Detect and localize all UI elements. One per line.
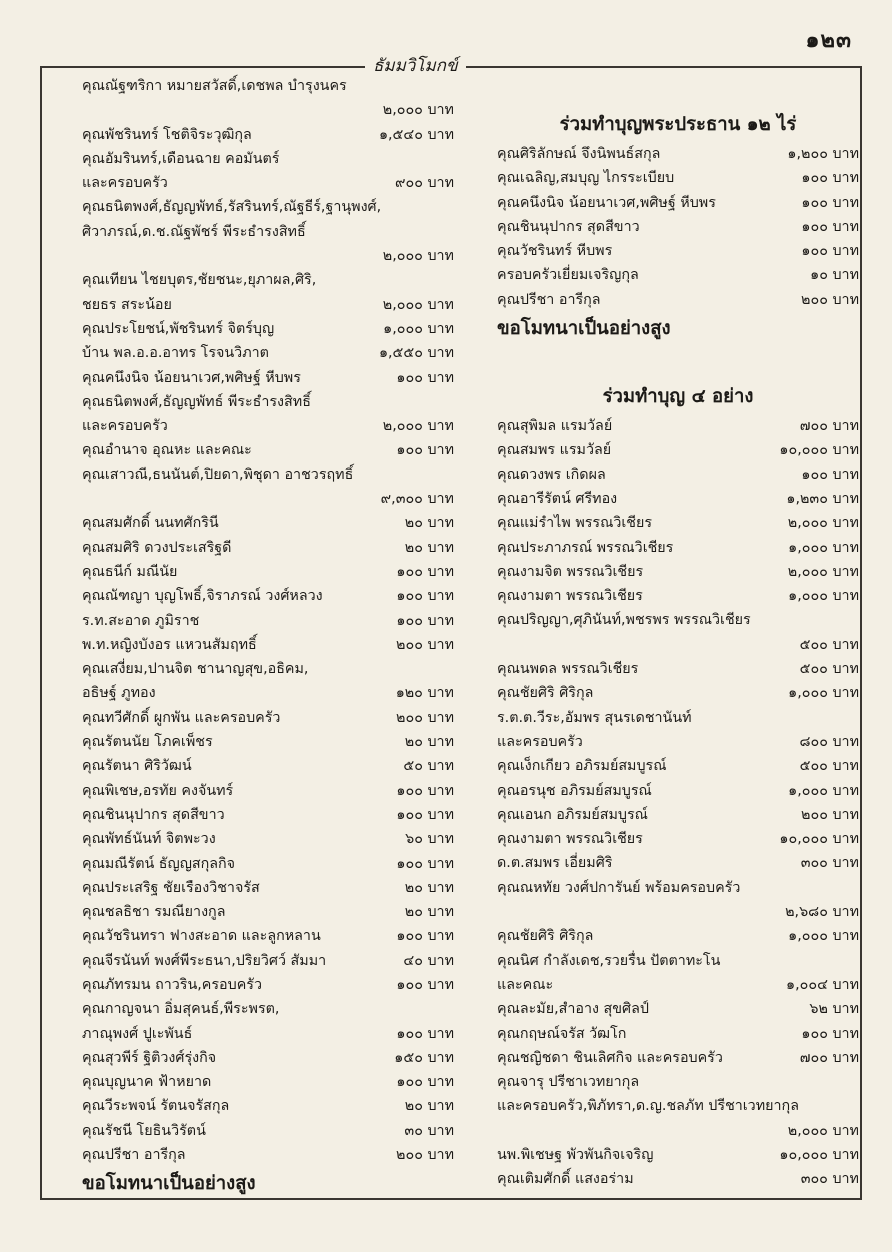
donor-row	[82, 341, 454, 365]
donor-row	[82, 98, 454, 122]
donation-amount: ๑,๐๐๔ บาท	[786, 976, 859, 993]
donor-row	[497, 779, 859, 803]
donor-name: คุณสุพิมล แรมวัลย์	[497, 418, 613, 435]
donor-row	[497, 973, 859, 997]
donor-name: คุณภัทรมน ถาวริน,ครอบครัว	[82, 976, 262, 993]
donor-row	[82, 244, 454, 268]
donor-row	[497, 511, 859, 535]
donor-row	[497, 414, 859, 438]
donor-row	[82, 171, 454, 195]
donor-row	[82, 609, 454, 633]
donation-amount: ๕๐๐ บาท	[799, 636, 859, 653]
donor-row	[497, 288, 859, 312]
donor-name: ด.ต.สมพร เอี่ยมศิริ	[497, 855, 613, 872]
donation-amount: ๔๐ บาท	[403, 952, 454, 969]
donation-amount: ๑๐๐ บาท	[396, 1074, 454, 1091]
donation-amount: ๒,๐๐๐ บาท	[787, 1122, 859, 1139]
donor-name: คุณทวีศักดิ์ ผูกพัน และครอบครัว	[82, 709, 281, 726]
donor-name: คุณเฉลิญ,สมบุญ ไกรระเบียบ	[497, 170, 675, 187]
donor-row	[497, 1119, 859, 1143]
page-number: ๑๒๓	[805, 28, 852, 53]
donor-name: คุณอำนาจ อุณหะ และคณะ	[82, 442, 252, 459]
donation-amount: ๕๐๐ บาท	[799, 661, 859, 678]
donor-name: คุณธนิตพงศ์,ธัญญพัทธ์,รัสรินทร์,ณัฐธีร์,ฐานุพงศ์,	[82, 199, 382, 216]
donor-row	[497, 536, 859, 560]
donor-row	[82, 924, 454, 948]
donor-name: คุณปรีชา อารีกุล	[497, 291, 601, 308]
donor-name: คุณรัตนนัย โภคเพ็ชร	[82, 734, 213, 751]
donor-row	[497, 706, 859, 730]
donor-name: คุณอรนุช อภิรมย์สมบูรณ์	[497, 782, 652, 799]
donation-amount: ๑,๐๐๐ บาท	[383, 320, 454, 337]
donor-name: คุณนพดล พรรณวิเชียร	[497, 661, 639, 678]
donor-row	[82, 123, 454, 147]
donor-row	[82, 317, 454, 341]
donation-amount: ๒๐ บาท	[404, 1098, 454, 1115]
donation-amount: ๙๐๐ บาท	[395, 175, 454, 192]
right-column	[497, 74, 859, 1192]
donation-amount: ๑๐๐ บาท	[801, 243, 859, 260]
donation-amount: ๑๐๐ บาท	[396, 369, 454, 386]
donor-row	[497, 142, 859, 166]
donor-name: คุณบุญนาค ฟ้าหยาด	[82, 1074, 212, 1091]
donor-name: คุณณหทัย วงศ์ปการันย์ พร้อมครอบครัว	[497, 879, 741, 896]
donor-name: คุณชัยศิริ ศิริกุล	[497, 685, 594, 702]
donor-row	[82, 390, 454, 414]
donation-amount: ๒๐๐ บาท	[396, 636, 454, 653]
donation-amount: ๑,๒๓๐ บาท	[786, 490, 859, 507]
donation-amount: ๖๐ บาท	[405, 831, 454, 848]
donor-row	[497, 754, 859, 778]
donation-amount: ๕๐๐ บาท	[799, 758, 859, 775]
donor-name: คุณเทียน ไชยบุตร,ชัยชนะ,ยุภาผล,ศิริ,	[82, 272, 317, 289]
donor-name: ครอบครัวเยี่ยมเจริญกุล	[497, 267, 639, 284]
donor-row	[497, 1167, 859, 1191]
donor-name: คุณเอนก อภิรมย์สมบูรณ์	[497, 806, 648, 823]
donor-name: คุณเสาวณี,ธนนันต์,ปิยดา,พิชุดา อาชวรฤทธิ์	[82, 466, 354, 483]
donor-row	[82, 1022, 454, 1046]
donation-amount: ๗๐๐ บาท	[799, 1049, 859, 1066]
donation-amount: ๒๐ บาท	[404, 879, 454, 896]
donor-row	[82, 633, 454, 657]
donor-row	[82, 754, 454, 778]
donor-row	[82, 1143, 454, 1167]
donor-row	[82, 414, 454, 438]
donor-row	[497, 263, 859, 287]
donation-amount: ๒,๐๐๐ บาท	[787, 563, 859, 580]
donor-name: คุณปรีชา อารีกุล	[82, 1147, 186, 1164]
donation-amount: ๑,๐๐๐ บาท	[788, 588, 859, 605]
donor-name: คุณงามตา พรรณวิเชียร	[497, 588, 643, 605]
donation-amount: ๑๐๐ บาท	[396, 782, 454, 799]
donation-amount: ๒,๖๘๐ บาท	[785, 904, 859, 921]
donor-name: คุณปริญญา,ศุภินันท์,พชรพร พรรณวิเชียร	[497, 612, 751, 629]
donor-row	[82, 511, 454, 535]
donor-name: คุณเสงี่ยม,ปานจิต ชานาญสุข,อธิคม,	[82, 661, 309, 678]
donation-amount: ๑๐๐ บาท	[801, 466, 859, 483]
donor-name: และครอบครัว	[82, 175, 168, 192]
donor-name: ร.ต.ต.วีระ,อัมพร สุนรเดชานันท์	[497, 709, 692, 726]
donation-amount: ๑,๕๕๐ บาท	[378, 345, 454, 362]
donor-row	[497, 949, 859, 973]
donation-amount: ๒,๐๐๐ บาท	[382, 102, 454, 119]
donor-row	[82, 1046, 454, 1070]
donation-amount: ๙,๓๐๐ บาท	[380, 491, 454, 508]
donation-amount: ๒๐๐ บาท	[396, 709, 454, 726]
running-header: ธัมมวิโมกข์	[365, 52, 466, 79]
donor-name: คุณละมัย,สำอาง สุขศิลป์	[497, 1001, 649, 1018]
donation-amount: ๒,๐๐๐ บาท	[787, 515, 859, 532]
donor-name: พ.ท.หญิงบังอร แหวนสัมฤทธิ์	[82, 636, 257, 653]
donor-row	[497, 166, 859, 190]
left-column	[82, 74, 454, 1201]
donor-row	[82, 560, 454, 584]
donor-row	[497, 560, 859, 584]
donor-row	[497, 900, 859, 924]
donor-row	[497, 997, 859, 1021]
donor-name: คุณกาญจนา อิ่มสุคนธ์,พีระพรต,	[82, 1001, 280, 1018]
donation-amount: ๑๐,๐๐๐ บาท	[779, 1146, 859, 1163]
donor-name: คุณธนิตพงศ์,ธัญญพัทธ์ พีระธำรงสิทธิ์	[82, 393, 311, 410]
donor-row	[82, 1094, 454, 1118]
donor-name: ศิวาภรณ์,ด.ช.ณัฐพัชร์ พีระธำรงสิทธิ์	[82, 223, 306, 240]
donation-amount: ๑,๒๐๐ บาท	[787, 146, 859, 162]
donor-row	[497, 239, 859, 263]
donor-name: คุณสมศิริ ดวงประเสริฐดี	[82, 539, 232, 556]
donation-amount: ๘๐๐ บาท	[799, 733, 859, 750]
donor-row	[497, 438, 859, 462]
donation-amount: ๑๐,๐๐๐ บาท	[779, 831, 859, 848]
donation-amount: ๑๐๐ บาท	[396, 442, 454, 459]
donor-row	[497, 633, 859, 657]
donor-name: คุณชญิชดา ชินเลิศกิจ และครอบครัว	[497, 1049, 723, 1066]
donation-amount: ๒๐ บาท	[404, 734, 454, 751]
donation-amount: ๗๐๐ บาท	[799, 418, 859, 435]
closing-thanks: ขอโมทนาเป็นอย่างสูง	[497, 318, 671, 340]
donor-row	[82, 852, 454, 876]
donor-name: คุณวัชรินทรา ฟางสะอาด และลูกหลาน	[82, 928, 321, 945]
donor-row	[82, 220, 454, 244]
donor-row	[82, 657, 454, 681]
donation-amount: ๒๐ บาท	[404, 904, 454, 921]
donation-amount: ๑๐๐ บาท	[396, 855, 454, 872]
donor-name: คุณจารุ ปรีชาเวทยากุล	[497, 1074, 640, 1091]
donor-row	[497, 851, 859, 875]
donor-name: คุณประภาภรณ์ พรรณวิเชียร	[497, 539, 674, 556]
donor-row	[497, 827, 859, 851]
donor-name: คุณจีรนันท์ พงศ์พีระธนา,ปริยวิศว์ สัมมา	[82, 952, 327, 969]
donor-row	[82, 366, 454, 390]
donor-name: คุณแม่รำไพ พรรณวิเชียร	[497, 515, 653, 532]
donor-row	[497, 1046, 859, 1070]
donor-row	[82, 536, 454, 560]
donor-row	[82, 973, 454, 997]
donor-name: คุณกฤษณ์จรัส วัฒโก	[497, 1025, 627, 1042]
donor-name: คุณอัมรินทร์,เดือนฉาย คอมันตร์	[82, 150, 280, 167]
closing-thanks: ขอโมทนาเป็นอย่างสูง	[82, 1173, 256, 1195]
donor-row	[82, 463, 454, 487]
donation-amount: ๒,๐๐๐ บาท	[382, 296, 454, 313]
donor-name: ชยธร สระน้อย	[82, 296, 172, 313]
donor-row	[497, 584, 859, 608]
donation-amount: ๒๐๐ บาท	[396, 1147, 454, 1164]
donation-amount: ๑๒๐ บาท	[395, 685, 454, 702]
donation-amount: ๓๐ บาท	[404, 1122, 454, 1139]
donor-row	[497, 730, 859, 754]
donor-name: คุณนิศ กำลังเดช,รวยรื่น ปัตตาทะโน	[497, 952, 721, 969]
donor-name: คุณรัตนา ศิริวัฒน์	[82, 758, 192, 775]
donation-amount: ๒๐ บาท	[404, 515, 454, 532]
donor-name: คุณมณีรัตน์ ธัญญสกุลกิจ	[82, 855, 236, 872]
donor-row	[497, 657, 859, 681]
donor-row	[82, 195, 454, 219]
donor-row	[497, 463, 859, 487]
donor-name: คุณชัยศิริ ศิริกุล	[497, 928, 594, 945]
donor-name: และครอบครัว	[82, 418, 168, 435]
donation-amount: ๑๐๐ บาท	[801, 194, 859, 211]
donor-name: คุณเง็กเกียว อภิรมย์สมบูรณ์	[497, 758, 667, 775]
donation-amount: ๑๐๐ บาท	[801, 170, 859, 187]
donor-name: คุณณัฑญา บุญโพธิ์,จิราภรณ์ วงศ์หลวง	[82, 588, 323, 605]
donor-name: คุณรัชนี โยธินวิรัตน์	[82, 1122, 206, 1139]
donation-amount: ๕๐ บาท	[403, 758, 454, 775]
donor-name: อธิษฐ์ ภูทอง	[82, 685, 156, 702]
donor-row	[497, 215, 859, 239]
donation-amount: ๑๐๐ บาท	[396, 563, 454, 580]
donor-name: คุณวัชรินทร์ หีบพร	[497, 243, 613, 260]
donor-row	[82, 1070, 454, 1094]
donation-amount: ๑,๐๐๐ บาท	[788, 928, 859, 945]
donor-name: คุณงามจิต พรรณวิเชียร	[497, 563, 644, 580]
donor-row	[497, 876, 859, 900]
donation-amount: ๖๒ บาท	[809, 1001, 859, 1018]
donor-name: คุณคนึงนิจ น้อยนาเวศ,พศิษฐ์ หีบพร	[497, 194, 716, 211]
donor-row	[497, 608, 859, 632]
donor-row	[82, 268, 454, 292]
donor-name: คุณสมพร แรมวัลย์	[497, 442, 612, 459]
donor-row	[82, 876, 454, 900]
donation-amount: ๑๐๐ บาท	[396, 806, 454, 823]
donor-name: คุณสุวพีร์ ฐิติวงศ์รุ่งกิจ	[82, 1049, 217, 1066]
donor-name: คุณธนีก์ มณีนัย	[82, 563, 178, 580]
donor-name: คุณณัฐฑริกา หมายสวัสดิ์,เดชพล บำรุงนคร	[82, 78, 347, 94]
donation-amount: ๑,๐๐๐ บาท	[788, 782, 859, 799]
donor-name: คุณประโยชน์,พัชรินทร์ จิตร์บุญ	[82, 320, 275, 337]
donor-name: คุณศิริลักษณ์ จึงนิพนธ์สกุล	[497, 146, 661, 162]
donor-row	[497, 1022, 859, 1046]
section-heading: ร่วมทำบุญ ๔ อย่าง	[602, 386, 754, 408]
donation-amount: ๑,๐๐๐ บาท	[788, 539, 859, 556]
donation-amount: ๓๐๐ บาท	[800, 855, 859, 872]
donor-name: คุณสมศักดิ์ นนทศักรินี	[82, 515, 219, 532]
donor-row	[82, 900, 454, 924]
donation-amount: ๑,๐๐๐ บาท	[788, 685, 859, 702]
donor-row	[82, 997, 454, 1021]
donor-row	[497, 1070, 859, 1094]
donor-row	[497, 803, 859, 827]
donor-name: บ้าน พล.อ.อ.อาทร โรจนวิภาต	[82, 345, 269, 362]
donor-name: และครอบครัว	[497, 733, 583, 750]
donor-row	[82, 681, 454, 705]
donor-row	[497, 1143, 859, 1167]
donation-amount: ๑๐๐ บาท	[801, 1025, 859, 1042]
donor-name: และครอบครัว,พิภัทรา,ด.ญ.ชลภัท ปรีชาเวทยากุล	[497, 1098, 799, 1115]
donor-row	[82, 706, 454, 730]
section-gap	[497, 346, 859, 380]
donor-row	[497, 487, 859, 511]
donation-amount: ๑๐ บาท	[810, 267, 859, 284]
donor-name: คุณชินนุปากร สุดสีขาว	[82, 806, 225, 823]
donor-row	[82, 438, 454, 462]
donation-amount: ๑,๕๔๐ บาท	[378, 126, 454, 143]
content-frame	[40, 66, 862, 1200]
donor-name: คุณชินนุปากร สุดสีขาว	[497, 218, 640, 235]
donation-amount: ๑๐๐ บาท	[396, 928, 454, 945]
donor-name: คุณชลธิชา รมณียางกูล	[82, 904, 226, 921]
donor-name: คุณวีระพจน์ รัตนจรัสกุล	[82, 1098, 230, 1115]
donor-row	[82, 293, 454, 317]
donor-name: และคณะ	[497, 976, 554, 993]
donation-amount: ๒,๐๐๐ บาท	[382, 248, 454, 265]
section-gap	[497, 74, 859, 108]
donor-row	[497, 1094, 859, 1118]
donation-amount: ๒๐ บาท	[404, 539, 454, 556]
donor-name: คุณงามตา พรรณวิเชียร	[497, 831, 643, 848]
donor-row	[82, 949, 454, 973]
donor-row	[497, 681, 859, 705]
donor-name: คุณคนึงนิจ น้อยนาเวศ,พศิษฐ์ หีบพร	[82, 369, 301, 386]
donor-row	[82, 827, 454, 851]
donation-amount: ๑๐๐ บาท	[396, 612, 454, 629]
donor-name: ร.ท.สะอาด ภูมิราช	[82, 612, 200, 629]
section-heading: ร่วมทำบุญพระประธาน ๑๒ ไร่	[559, 114, 797, 135]
donation-amount: ๑๐๐ บาท	[396, 1025, 454, 1042]
donation-amount: ๑๐๐ บาท	[801, 218, 859, 235]
donation-amount: ๒,๐๐๐ บาท	[382, 418, 454, 435]
donor-name: คุณพัทธ์นันท์ จิตพะวง	[82, 831, 216, 848]
donor-row	[82, 730, 454, 754]
donor-row	[497, 924, 859, 948]
donor-row	[82, 779, 454, 803]
donor-name: ภาณุพงศ์ ปูเะพันธ์	[82, 1025, 193, 1042]
donor-name: คุณพิเชษ,อรทัย คงจันทร์	[82, 782, 234, 799]
donation-amount: ๒๐๐ บาท	[801, 291, 859, 308]
donor-row	[497, 191, 859, 215]
donation-amount: ๑๐๐ บาท	[396, 588, 454, 605]
donor-row	[82, 147, 454, 171]
donor-row	[82, 1119, 454, 1143]
donor-name: คุณดวงพร เกิดผล	[497, 466, 606, 483]
donor-row	[82, 487, 454, 511]
donation-amount: ๑๐๐ บาท	[396, 976, 454, 993]
donor-name: คุณพัชรินทร์ โชติจิระวุฒิกุล	[82, 126, 252, 143]
donor-name: คุณเติมศักดิ์ แสงอร่าม	[497, 1171, 634, 1188]
donation-amount: ๒๐๐ บาท	[801, 806, 859, 823]
donor-row	[82, 584, 454, 608]
donation-amount: ๑๕๐ บาท	[394, 1049, 454, 1066]
donor-name: นพ.พิเชษฐ พัวพันกิจเจริญ	[497, 1146, 654, 1163]
donation-amount: ๓๐๐ บาท	[800, 1171, 859, 1188]
donor-name: คุณประเสริฐ ชัยเรืองวิชาจรัส	[82, 879, 260, 896]
donor-name: คุณอารีรัตน์ ศรีทอง	[497, 490, 618, 507]
donation-amount: ๑๐,๐๐๐ บาท	[779, 442, 859, 459]
donor-row	[82, 803, 454, 827]
